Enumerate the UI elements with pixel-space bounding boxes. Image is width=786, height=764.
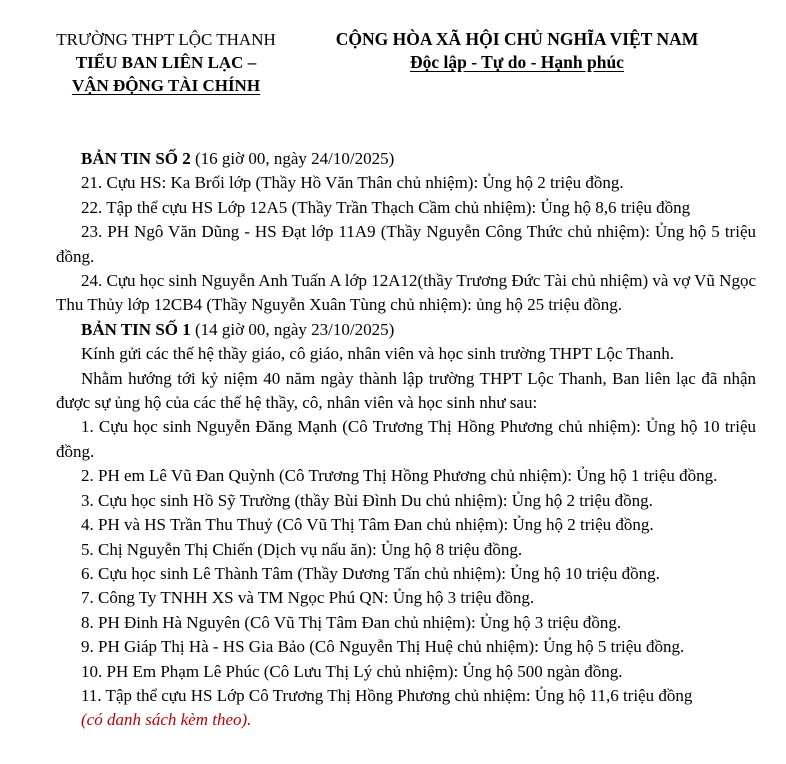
bulletin1-title: BẢN TIN SỐ 1 [81, 319, 191, 339]
intro: Nhằm hướng tới kỷ niệm 40 năm ngày thành lập trường THPT Lộc Thanh, Ban liên lạc đã nhận được sự ủng hộ của các thế hệ thầy, cô, nhân viên và học sinh như sau: [56, 368, 756, 413]
header-left [40, 28, 292, 97]
document-body [56, 147, 756, 733]
list-item: 7. Công Ty TNHH XS và TM Ngọc Phú QN: Ủng hộ 3 triệu đồng. [81, 588, 535, 608]
bulletin1-time: (14 giờ 00, ngày 23/10/2025) [195, 319, 395, 339]
list-note-line [56, 708, 756, 732]
attachment-note: (có danh sách kèm theo). [81, 710, 252, 730]
list-item: 4. PH và HS Trần Thu Thuỷ (Cô Vũ Thị Tâm Đan chủ nhiệm): Ủng hộ 2 triệu đồng. [81, 515, 654, 535]
country-name: CỘNG HÒA XÃ HỘI CHỦ NGHĨA VIỆT NAM [335, 29, 699, 49]
national-motto: Độc lập - Tự do - Hạnh phúc [410, 52, 624, 72]
bulletin2-time: (16 giờ 00, ngày 24/10/2025) [195, 149, 395, 168]
school-name: TRƯỜNG THPT LỘC THANH [56, 30, 276, 49]
list-item: 9. PH Giáp Thị Hà - HS Gia Bảo (Cô Nguyễn Thị Huệ chủ nhiệm): Ủng hộ 5 triệu đồng. [81, 637, 685, 657]
list-item: 23. PH Ngô Văn Dũng - HS Đạt lớp 11A9 (Thầy Nguyễn Công Thức chủ nhiệm): Ủng hộ 5 triệu đồng. [56, 222, 756, 266]
list-item: 22. Tập thể cựu HS Lớp 12A5 (Thầy Trần Thạch Cầm chủ nhiệm): Ủng hộ 8,6 triệu đồng [81, 197, 691, 217]
list-item: 3. Cựu học sinh Hồ Sỹ Trường (thầy Bùi Đình Du chủ nhiệm): Ủng hộ 2 triệu đồng. [81, 490, 653, 510]
list-item: 8. PH Đinh Hà Nguyên (Cô Vũ Thị Tâm Đan chủ nhiệm): Ủng hộ 3 triệu đồng. [81, 612, 622, 632]
bulletin2-heading [56, 147, 756, 171]
committee-line-2: VẬN ĐỘNG TÀI CHÍNH [71, 76, 261, 95]
list-item: 2. PH em Lê Vũ Đan Quỳnh (Cô Trương Thị Hồng Phương chủ nhiệm): Ủng hộ 1 triệu đồng. [81, 466, 718, 486]
list-item: 1. Cựu học sinh Nguyễn Đăng Mạnh (Cô Trương Thị Hồng Phương chủ nhiệm): Ủng hộ 10 triệu đồng. [56, 417, 756, 461]
greeting: Kính gửi các thế hệ thầy giáo, cô giáo, nhân viên và học sinh trường THPT Lộc Thanh. [81, 344, 675, 364]
header-right [302, 28, 732, 74]
bulletin2-title: BẢN TIN SỐ 2 [81, 149, 191, 168]
list-item: 5. Chị Nguyễn Thị Chiến (Dịch vụ nấu ăn): Ủng hộ 8 triệu đồng. [81, 539, 523, 559]
bulletin1-heading [56, 318, 756, 342]
committee-line-1: TIỂU BAN LIÊN LẠC – [75, 53, 257, 72]
list-item: 21. Cựu HS: Ka Brối lớp (Thầy Hồ Văn Thân chủ nhiệm): Ủng hộ 2 triệu đồng. [81, 173, 624, 193]
list-item: 24. Cựu học sinh Nguyễn Anh Tuấn A lớp 12A12(thầy Trương Đức Tài chủ nhiệm) và vợ Vũ Ngọc Thu Thủy lớp 12CB4 (Thầy Nguyễn Xuân Tùng chủ nhiệm): ủng hộ 25 triệu đồng. [56, 271, 756, 315]
list-item: 10. PH Em Phạm Lê Phúc (Cô Lưu Thị Lý chủ nhiệm): Ủng hộ 500 ngàn đồng. [81, 661, 623, 681]
list-item: 6. Cựu học sinh Lê Thành Tâm (Thầy Dương Tấn chủ nhiệm): Ủng hộ 10 triệu đồng. [81, 563, 660, 583]
list-item: 11. Tập thể cựu HS Lớp Cô Trương Thị Hồng Phương chủ nhiệm: Ủng hộ 11,6 triệu đồng [81, 685, 693, 705]
